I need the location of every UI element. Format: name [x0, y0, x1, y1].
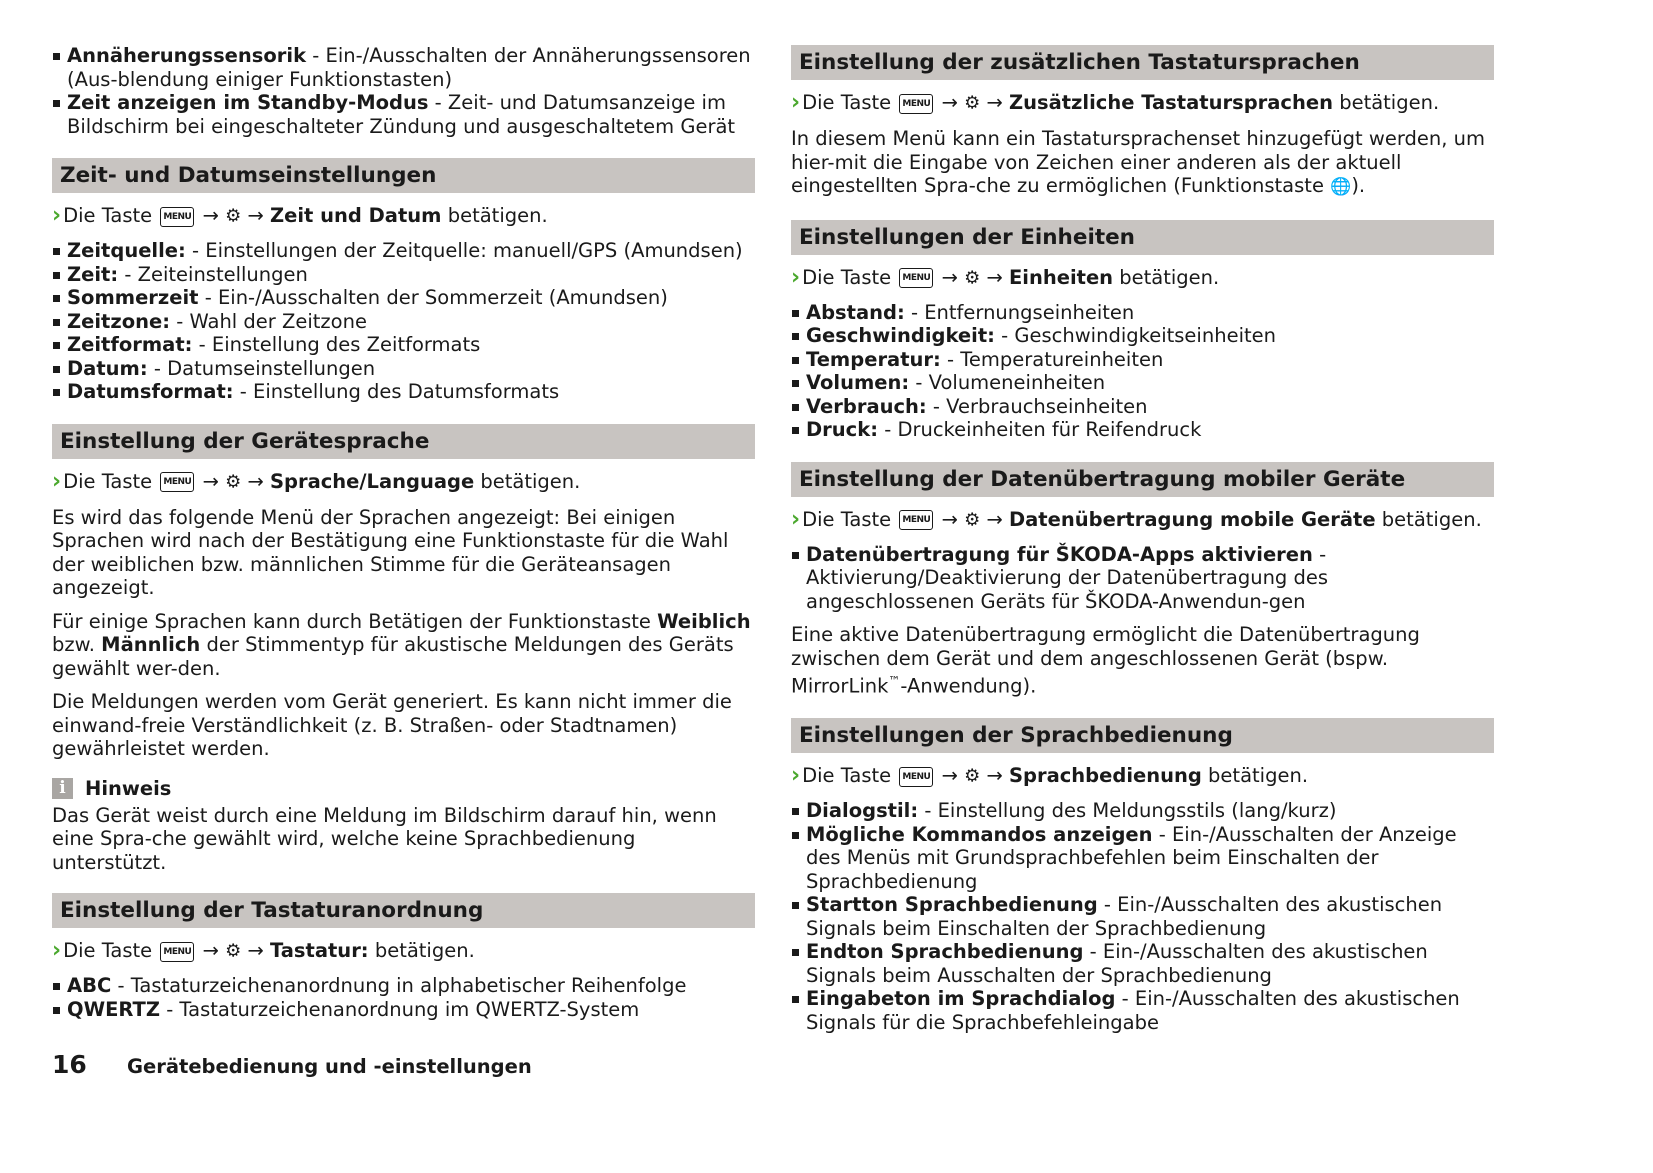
section-keyboard-languages — [791, 45, 1494, 200]
chevron-right-icon: › — [791, 506, 801, 532]
list-item: ABC - Tastaturzeichenanordnung in alphabetischer Reihenfolge — [52, 974, 755, 998]
chevron-right-icon: › — [52, 203, 62, 228]
list-item: Druck: - Druckeinheiten für Reifendruck — [791, 418, 1494, 442]
section-data-transfer — [791, 462, 1494, 699]
intro-bullet-list — [52, 44, 755, 138]
nav-instruction: › Die Taste MENU → ⚙ → Tastatur: betätigen. — [52, 938, 475, 963]
list-item: Zeitzone: - Wahl der Zeitzone — [52, 310, 755, 334]
paragraph: Es wird das folgende Menü der Sprachen angezeigt: Bei einigen Sprachen wird nach der Bestätigung eine Funktionstaste für die Wahl der weiblichen bzw. männlichen Stimme für die Geräteansagen angezeigt. — [52, 505, 729, 599]
list-item: Startton Sprachbedienung - Ein-/Ausschalten des akustischen Signals beim Einschalten der Sprachbedienung — [791, 893, 1494, 940]
settings-gear-icon: ⚙ — [225, 940, 242, 962]
menu-key-icon: MENU — [899, 94, 933, 114]
menu-key-icon: MENU — [899, 268, 933, 288]
chapter-title: Gerätebedienung und -einstellungen — [127, 1055, 532, 1078]
note-header — [52, 777, 755, 801]
list-item: Zeit: - Zeiteinstellungen — [52, 263, 755, 287]
list-item: Verbrauch: - Verbrauchseinheiten — [791, 395, 1494, 419]
list-item: Eingabeton im Sprachdialog - Ein-/Ausschalten des akustischen Signals für die Sprachbefehleingabe — [791, 987, 1494, 1034]
menu-key-icon: MENU — [160, 472, 194, 492]
note-text: Das Gerät weist durch eine Meldung im Bildschirm darauf hin, wenn eine Spra-che gewählt wird, welche keine Sprachbedienung unterstützt. — [52, 803, 717, 874]
list-item: Annäherungssensorik - Ein-/Ausschalten der Annäherungssensoren (Aus-blendung einiger Funktionstasten) — [52, 44, 755, 91]
chevron-right-icon: › — [52, 938, 62, 963]
chevron-right-icon: › — [791, 264, 801, 290]
list-item: Datumsformat: - Einstellung des Datumsformats — [52, 380, 755, 404]
page-footer — [52, 1050, 532, 1080]
list-item: Endton Sprachbedienung - Ein-/Ausschalten des akustischen Signals beim Ausschalten der Sprachbedienung — [791, 940, 1494, 987]
info-icon: i — [52, 778, 73, 799]
paragraph: Für einige Sprachen kann durch Betätigen der Funktionstaste Weiblich bzw. Männlich der Stimmentyp für akustische Meldungen des Geräts gewählt wer-den. — [52, 609, 751, 680]
section-voice-control — [791, 718, 1494, 1034]
list-item: Mögliche Kommandos anzeigen - Ein-/Ausschalten der Anzeige des Menüs mit Grundsprachbefehlen beim Einschalten der Sprachbedienung — [791, 823, 1494, 894]
section-device-language — [52, 424, 755, 875]
settings-gear-icon: ⚙ — [225, 205, 242, 227]
menu-key-icon: MENU — [899, 510, 933, 530]
list-item: Zeitquelle: - Einstellungen der Zeitquelle: manuell/GPS (Amundsen) — [52, 239, 755, 263]
nav-instruction: › Die Taste MENU → ⚙ → Sprachbedienung betätigen. — [791, 763, 1309, 788]
section-keyboard-layout — [52, 893, 755, 1021]
right-column — [791, 45, 1494, 1034]
time-date-list — [52, 239, 755, 404]
paragraph: Eine aktive Datenübertragung ermöglicht die Datenübertragung zwischen dem Gerät und dem angeschlossenen Gerät (bspw. MirrorLink™-Anwendung). — [791, 623, 1420, 698]
nav-instruction: › Die Taste MENU → ⚙ → Sprache/Language betätigen. — [52, 468, 581, 494]
list-item: QWERTZ - Tastaturzeichenanordnung im QWERTZ-System — [52, 998, 755, 1022]
nav-instruction: › Die Taste MENU → ⚙ → Datenübertragung mobile Geräte betätigen. — [791, 506, 1482, 532]
section-heading: Einstellung der Datenübertragung mobiler Geräte — [791, 462, 1494, 497]
section-units — [791, 220, 1494, 442]
nav-instruction: › Die Taste MENU → ⚙ → Zusätzliche Tastatursprachen betätigen. — [791, 90, 1440, 115]
list-item: Zeitformat: - Einstellung des Zeitformats — [52, 333, 755, 357]
menu-key-icon: MENU — [160, 207, 194, 227]
left-column — [52, 44, 755, 1021]
nav-instruction: › Die Taste MENU → ⚙ → Einheiten betätigen. — [791, 264, 1220, 290]
voice-control-list — [791, 799, 1494, 1034]
paragraph: Die Meldungen werden vom Gerät generiert. Es kann nicht immer die einwand-freie Verständlichkeit (z. B. Straßen- oder Stadtnamen) gewährleistet werden. — [52, 690, 732, 760]
section-heading: Zeit- und Datumseinstellungen — [52, 158, 755, 193]
keyboard-layout-list — [52, 974, 755, 1021]
section-heading: Einstellung der Gerätesprache — [52, 424, 755, 459]
menu-key-icon: MENU — [899, 767, 933, 787]
list-item: Zeit anzeigen im Standby-Modus - Zeit- und Datumsanzeige im Bildschirm bei eingeschalteter Zündung und ausgeschaltetem Gerät — [52, 91, 755, 138]
page-number: 16 — [52, 1050, 87, 1079]
note-title: Hinweis — [85, 776, 172, 800]
settings-gear-icon: ⚙ — [964, 92, 981, 114]
section-heading: Einstellungen der Sprachbedienung — [791, 718, 1494, 753]
note-box — [52, 777, 755, 875]
menu-key-icon: MENU — [160, 942, 194, 962]
units-list — [791, 301, 1494, 442]
chevron-right-icon: › — [791, 763, 801, 788]
section-heading: Einstellung der zusätzlichen Tastatursprachen — [791, 45, 1494, 80]
settings-gear-icon: ⚙ — [964, 267, 981, 288]
list-item: Geschwindigkeit: - Geschwindigkeitseinheiten — [791, 324, 1494, 348]
section-heading: Einstellungen der Einheiten — [791, 220, 1494, 255]
list-item: Volumen: - Volumeneinheiten — [791, 371, 1494, 395]
settings-gear-icon: ⚙ — [225, 471, 242, 492]
settings-gear-icon: ⚙ — [964, 765, 981, 787]
paragraph: In diesem Menü kann ein Tastatursprachenset hinzugefügt werden, um hier-mit die Eingabe von Zeichen einer anderen als der aktuell eingestellten Spra-che zu ermöglichen (Funktionstaste 🌐). — [791, 127, 1485, 197]
list-item: Sommerzeit - Ein-/Ausschalten der Sommerzeit (Amundsen) — [52, 286, 755, 310]
section-time-date — [52, 158, 755, 404]
settings-gear-icon: ⚙ — [964, 509, 981, 530]
globe-icon: 🌐 — [1330, 177, 1352, 197]
list-item: Datum: - Datumseinstellungen — [52, 357, 755, 381]
list-item: Temperatur: - Temperatureinheiten — [791, 348, 1494, 372]
chevron-right-icon: › — [52, 468, 62, 494]
nav-instruction: › Die Taste MENU → ⚙ → Zeit und Datum betätigen. — [52, 203, 548, 228]
data-transfer-list — [791, 543, 1494, 614]
section-heading: Einstellung der Tastaturanordnung — [52, 893, 755, 928]
list-item: Abstand: - Entfernungseinheiten — [791, 301, 1494, 325]
list-item: Dialogstil: - Einstellung des Meldungsstils (lang/kurz) — [791, 799, 1494, 823]
chevron-right-icon: › — [791, 90, 801, 115]
list-item: Datenübertragung für ŠKODA-Apps aktivieren - Aktivierung/Deaktivierung der Datenübertragung des angeschlossenen Geräts für ŠKODA-Anwendun-gen — [791, 543, 1494, 614]
